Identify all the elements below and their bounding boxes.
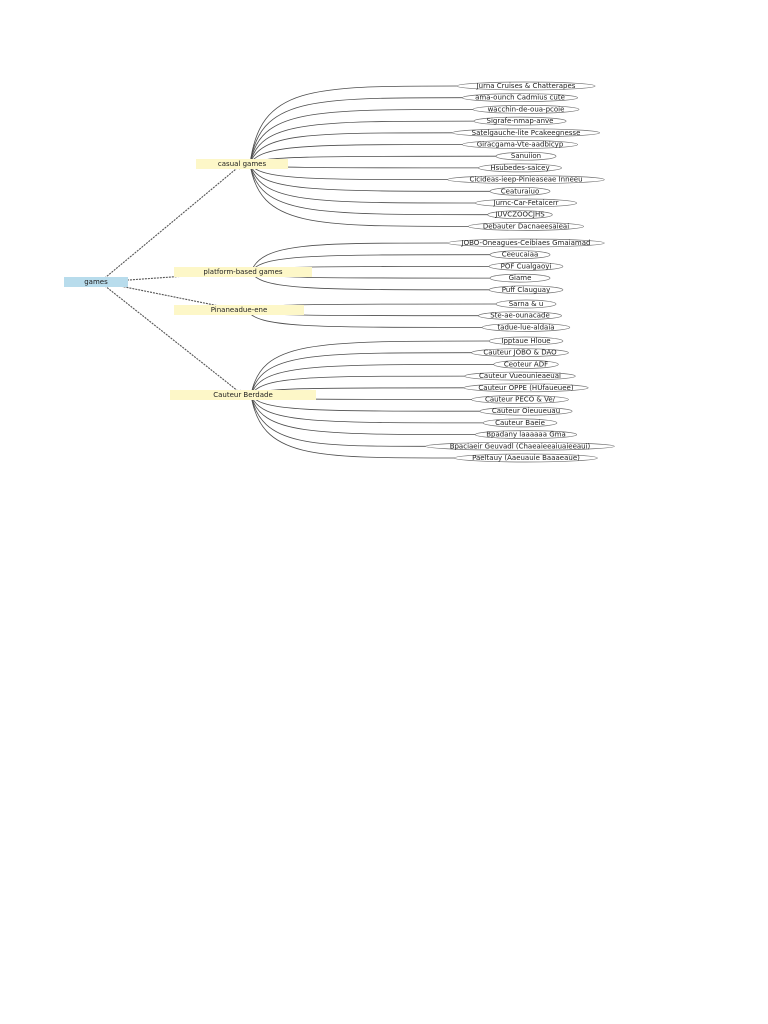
leaf-node-label: Puff Clauguay: [501, 285, 551, 294]
leaf-node-label: Satelgauche-lite Pcakeegnesse: [471, 128, 581, 137]
leaf-node-label: Jurnc-Car-Fetaicerr: [493, 199, 559, 207]
leaf-node[interactable]: [472, 396, 569, 404]
leaf-node[interactable]: [475, 199, 576, 207]
edge-branch-1-to-leaf-11: [250, 164, 475, 203]
edge-branch-1-to-leaf-3: [250, 109, 473, 164]
leaf-node[interactable]: [462, 94, 577, 102]
leaf-node[interactable]: [483, 419, 557, 427]
branch-node-label: Cauteur Berdade: [213, 391, 273, 399]
leaf-node[interactable]: [472, 349, 569, 357]
leaf-node-label: Ceaturaiuo: [500, 187, 540, 196]
leaf-node-label: wacchin-de-oua-pcoie: [487, 105, 565, 114]
leaf-node-label: Sarna & u: [508, 300, 544, 308]
edge-root-to-branch-4: [100, 282, 243, 395]
leaf-node-label: Jurna Cruises & Chatterapes: [476, 82, 576, 90]
leaf-node-label: Ipptaue Hloue: [501, 337, 551, 345]
edge-branch-4-to-leaf-1: [251, 341, 489, 395]
leaf-node[interactable]: [474, 117, 566, 125]
leaf-node[interactable]: [465, 372, 576, 380]
leaf-node-label: Cauteur Oieuueuau: [491, 407, 561, 416]
edge-branch-1-to-leaf-4: [250, 121, 474, 164]
leaf-node-label: Paeltauy (Aaeuauie Baaaeaue): [472, 454, 580, 462]
leaf-node[interactable]: [479, 312, 562, 320]
branch-node-3[interactable]: [174, 305, 304, 315]
leaf-node[interactable]: [426, 442, 615, 450]
edge-branch-4-to-leaf-10: [251, 395, 426, 446]
edge-branch-4-to-leaf-9: [251, 395, 475, 435]
leaf-node-label: Debauter Dacnaeesaieai: [482, 222, 570, 231]
edge-branch-1-to-leaf-12: [250, 164, 488, 215]
leaf-node[interactable]: [448, 239, 605, 247]
leaf-node[interactable]: [489, 337, 563, 345]
leaf-node[interactable]: [473, 105, 579, 113]
edge-branch-1-to-leaf-13: [250, 164, 468, 226]
leaf-node[interactable]: [482, 323, 570, 331]
leaf-node[interactable]: [494, 360, 559, 368]
branch-node-label: Pinaneadue-ene: [210, 306, 268, 314]
leaf-node-label: Ste-ae-ounacade: [490, 311, 550, 320]
leaf-node-label: Bpadany laaaaaa Gma: [486, 430, 566, 439]
leaf-node[interactable]: [489, 286, 563, 294]
leaf-node-label: Sanuiion: [510, 152, 542, 161]
nodes-layer: [64, 82, 614, 462]
leaf-node-label: Cauteur OPPE (HUfaueuee): [478, 383, 574, 392]
branch-node-label: platform-based games: [203, 268, 283, 276]
leaf-node[interactable]: [496, 152, 556, 160]
leaf-node-label: Ceoteur ADF: [503, 360, 549, 369]
leaf-node-label: tadue-lue-aldaia: [497, 323, 555, 332]
branch-node-label: casual games: [217, 160, 267, 168]
leaf-node-label: Cauteur JOBO & DAO: [483, 348, 557, 357]
root-node[interactable]: [64, 277, 128, 287]
leaf-node-label: JOBO-Oneagues-Ceibiaes Gmaiamad: [461, 239, 591, 247]
leaf-node-label: Bpaciaeir Geuvadl (Chaeaieeaiuaieeaui): [449, 442, 591, 451]
leaf-node[interactable]: [490, 251, 550, 259]
root-node-label: games: [84, 278, 108, 286]
leaf-node[interactable]: [480, 407, 572, 415]
branch-node-2[interactable]: [174, 267, 312, 277]
leaf-node-label: Cauteur PECO & Ve/: [484, 395, 556, 404]
leaf-node-label: POF Cualgaoyi: [500, 262, 552, 271]
leaf-node[interactable]: [452, 129, 599, 137]
leaf-node[interactable]: [462, 141, 577, 149]
leaf-node-label: Hsubedes-saicey: [490, 163, 550, 172]
leaf-node-label: Giracgama-Vte-aadbicyp: [476, 140, 564, 149]
leaf-node[interactable]: [455, 454, 598, 462]
leaf-node[interactable]: [490, 274, 550, 282]
leaf-node-label: Cauteur Baeie: [495, 418, 545, 427]
leaf-node-label: Cicideas-ieep-Pinieaseae Inneeu: [469, 175, 583, 184]
leaf-node-label: JUVCZOOCJHS: [495, 210, 545, 219]
leaf-node-label: Cauteur Vueounieaeuai: [479, 372, 561, 381]
leaf-node-label: Sigrafe-nmap-anve: [486, 117, 554, 126]
leaf-node-label: ama-ounch Cadmius cute: [475, 93, 565, 102]
branch-node-1[interactable]: [196, 159, 288, 169]
leaf-node[interactable]: [496, 300, 556, 308]
leaf-node[interactable]: [464, 384, 588, 392]
branch-node-4[interactable]: [170, 390, 316, 400]
edge-branch-4-to-leaf-11: [251, 395, 455, 458]
edge-branch-4-to-leaf-2: [251, 353, 472, 395]
leaf-node-label: Giame: [508, 274, 532, 283]
leaf-node[interactable]: [475, 431, 576, 439]
leaf-node[interactable]: [489, 262, 563, 270]
leaf-node[interactable]: [488, 211, 553, 219]
leaf-node[interactable]: [457, 82, 595, 90]
leaf-node[interactable]: [479, 164, 562, 172]
leaf-node[interactable]: [490, 187, 550, 195]
edge-branch-1-to-leaf-2: [250, 98, 462, 164]
leaf-node[interactable]: [448, 176, 605, 184]
leaf-node[interactable]: [468, 222, 583, 230]
leaf-node-label: Ceeucaiaa: [501, 250, 539, 259]
edge-root-to-branch-1: [100, 164, 242, 282]
